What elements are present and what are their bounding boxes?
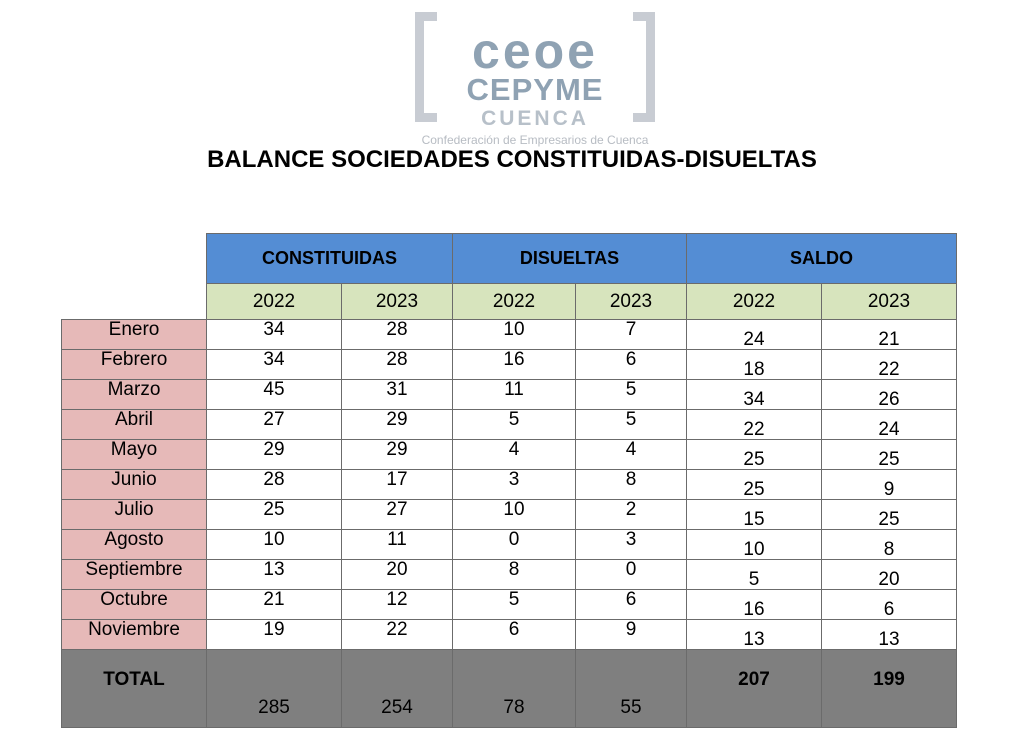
logo-tagline: Confederación de Empresarios de Cuenca bbox=[421, 133, 649, 147]
table-row bbox=[62, 500, 957, 530]
total-saldo-2023: 199 bbox=[822, 650, 957, 728]
value-cell: 16 bbox=[453, 350, 576, 380]
value-cell: 9 bbox=[576, 620, 687, 650]
value-cell: 11 bbox=[453, 380, 576, 410]
table-row bbox=[62, 320, 957, 350]
value-cell: 21 bbox=[207, 590, 342, 620]
value-cell: 5 bbox=[576, 410, 687, 440]
table-row bbox=[62, 380, 957, 410]
value-cell: 25 bbox=[207, 500, 342, 530]
total-label: TOTAL bbox=[62, 650, 207, 728]
value-cell: 29 bbox=[207, 440, 342, 470]
year-header: 2023 bbox=[576, 284, 687, 320]
year-header: 2023 bbox=[342, 284, 453, 320]
value-cell: 21 bbox=[822, 320, 957, 350]
value-cell: 20 bbox=[342, 560, 453, 590]
year-header: 2023 bbox=[822, 284, 957, 320]
value-cell: 25 bbox=[822, 500, 957, 530]
value-cell: 13 bbox=[822, 620, 957, 650]
value-cell: 5 bbox=[453, 590, 576, 620]
value-cell: 13 bbox=[207, 560, 342, 590]
value-cell: 0 bbox=[453, 530, 576, 560]
value-cell: 5 bbox=[453, 410, 576, 440]
value-cell: 3 bbox=[453, 470, 576, 500]
total-constituidas-2023: 254 bbox=[342, 650, 453, 728]
value-cell: 8 bbox=[453, 560, 576, 590]
month-cell: Julio bbox=[62, 500, 207, 530]
ceoe-cepyme-cuenca-logo bbox=[415, 12, 655, 147]
value-cell: 17 bbox=[342, 470, 453, 500]
value-cell: 8 bbox=[576, 470, 687, 500]
value-cell: 22 bbox=[342, 620, 453, 650]
value-cell: 27 bbox=[342, 500, 453, 530]
month-cell: Mayo bbox=[62, 440, 207, 470]
value-cell: 19 bbox=[207, 620, 342, 650]
month-cell: Octubre bbox=[62, 590, 207, 620]
total-constituidas-2022: 285 bbox=[207, 650, 342, 728]
value-cell: 6 bbox=[576, 590, 687, 620]
total-disueltas-2022: 78 bbox=[453, 650, 576, 728]
value-cell: 24 bbox=[687, 320, 822, 350]
value-cell: 25 bbox=[687, 470, 822, 500]
table-row bbox=[62, 410, 957, 440]
table-row bbox=[62, 620, 957, 650]
value-cell: 20 bbox=[822, 560, 957, 590]
value-cell: 34 bbox=[687, 380, 822, 410]
table-row bbox=[62, 440, 957, 470]
value-cell: 24 bbox=[822, 410, 957, 440]
month-cell: Febrero bbox=[62, 350, 207, 380]
value-cell: 10 bbox=[453, 500, 576, 530]
value-cell: 13 bbox=[687, 620, 822, 650]
header-disueltas: DISUELTAS bbox=[453, 234, 687, 284]
value-cell: 10 bbox=[207, 530, 342, 560]
value-cell: 2 bbox=[576, 500, 687, 530]
value-cell: 34 bbox=[207, 320, 342, 350]
month-cell: Enero bbox=[62, 320, 207, 350]
value-cell: 45 bbox=[207, 380, 342, 410]
value-cell: 28 bbox=[342, 320, 453, 350]
year-header: 2022 bbox=[453, 284, 576, 320]
value-cell: 29 bbox=[342, 410, 453, 440]
month-cell: Agosto bbox=[62, 530, 207, 560]
table-row bbox=[62, 560, 957, 590]
total-disueltas-2023: 55 bbox=[576, 650, 687, 728]
header-constituidas: CONSTITUIDAS bbox=[207, 234, 453, 284]
month-cell: Junio bbox=[62, 470, 207, 500]
logo-cepyme: CEPYME bbox=[466, 72, 604, 107]
table-row bbox=[62, 530, 957, 560]
value-cell: 3 bbox=[576, 530, 687, 560]
header-saldo: SALDO bbox=[687, 234, 957, 284]
year-header-row bbox=[62, 284, 957, 320]
value-cell: 5 bbox=[687, 560, 822, 590]
month-cell: Marzo bbox=[62, 380, 207, 410]
value-cell: 4 bbox=[453, 440, 576, 470]
value-cell: 4 bbox=[576, 440, 687, 470]
value-cell: 28 bbox=[342, 350, 453, 380]
value-cell: 5 bbox=[576, 380, 687, 410]
value-cell: 18 bbox=[687, 350, 822, 380]
month-cell: Abril bbox=[62, 410, 207, 440]
logo-cuenca: CUENCA bbox=[481, 107, 589, 130]
year-header: 2022 bbox=[207, 284, 342, 320]
value-cell: 29 bbox=[342, 440, 453, 470]
table-row bbox=[62, 590, 957, 620]
value-cell: 31 bbox=[342, 380, 453, 410]
month-cell: Noviembre bbox=[62, 620, 207, 650]
value-cell: 28 bbox=[207, 470, 342, 500]
value-cell: 8 bbox=[822, 530, 957, 560]
value-cell: 26 bbox=[822, 380, 957, 410]
table-row bbox=[62, 350, 957, 380]
value-cell: 11 bbox=[342, 530, 453, 560]
value-cell: 25 bbox=[822, 440, 957, 470]
value-cell: 27 bbox=[207, 410, 342, 440]
group-header-row bbox=[62, 234, 957, 284]
balance-table bbox=[61, 233, 957, 728]
total-saldo-2022: 207 bbox=[687, 650, 822, 728]
year-header: 2022 bbox=[687, 284, 822, 320]
value-cell: 6 bbox=[453, 620, 576, 650]
total-row bbox=[62, 650, 957, 728]
table-row bbox=[62, 470, 957, 500]
value-cell: 6 bbox=[576, 350, 687, 380]
value-cell: 9 bbox=[822, 470, 957, 500]
logo-ceoe: ceoe bbox=[472, 23, 598, 79]
corner-blank bbox=[62, 234, 207, 284]
value-cell: 15 bbox=[687, 500, 822, 530]
value-cell: 34 bbox=[207, 350, 342, 380]
page-title: BALANCE SOCIEDADES CONSTITUIDAS-DISUELTAS bbox=[207, 146, 817, 173]
value-cell: 6 bbox=[822, 590, 957, 620]
value-cell: 22 bbox=[822, 350, 957, 380]
value-cell: 0 bbox=[576, 560, 687, 590]
value-cell: 7 bbox=[576, 320, 687, 350]
value-cell: 10 bbox=[687, 530, 822, 560]
value-cell: 10 bbox=[453, 320, 576, 350]
value-cell: 16 bbox=[687, 590, 822, 620]
month-cell: Septiembre bbox=[62, 560, 207, 590]
value-cell: 25 bbox=[687, 440, 822, 470]
corner-blank bbox=[62, 284, 207, 320]
value-cell: 22 bbox=[687, 410, 822, 440]
value-cell: 12 bbox=[342, 590, 453, 620]
